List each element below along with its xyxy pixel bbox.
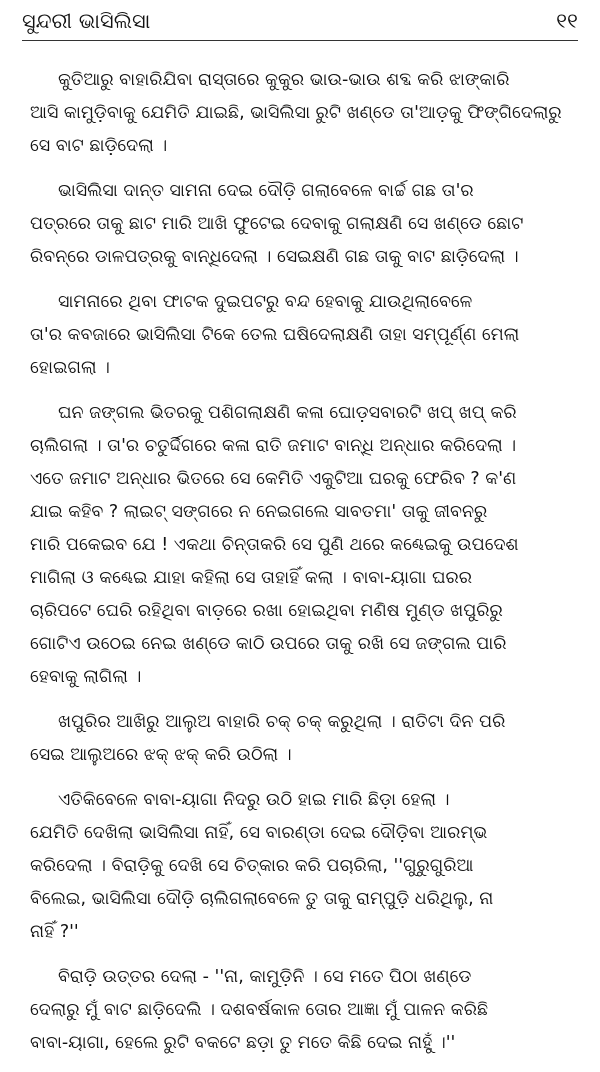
- text-line: ଗୋଟିଏ ଉଠେଇ ନେଇ ଖଣ୍ଡେ କାଠି ଉପରେ ତାକୁ ରଖି ସେ ଜଙ୍ଗଲ ପାରି: [30, 634, 507, 654]
- text-line: କରିଦେଲା । ବିରାଡ଼ିକୁ ଦେଖି ସେ ଚିତ୍କାର କରି ପଚାରିଲା, ''ଗୁରୁଗୁରିଆ: [30, 856, 474, 876]
- text-line: ଏତେ ଜମାଟ ଅନ୍ଧାର ଭିତରେ ସେ କେମିତି ଏକୁଟିଆ ଘରକୁ ଫେରିବ ? କ'ଣ: [30, 469, 517, 489]
- text-line: ଚାରିପଟେ ଘେରି ରହିଥିବା ବାଡ଼ରେ ରଖା ହୋଇଥିବା ମଣିଷ ମୁଣ୍ଡ ଖପୁରିରୁ: [30, 601, 503, 621]
- text-line: ଦେଲାରୁ ମୁଁ ବାଟ ଛାଡ଼ିଦେଲି । ଦଶବର୍ଷକାଳ ତୋର ଆଜ୍ଞା ମୁଁ ପାଳନ କରିଛି: [30, 1000, 489, 1020]
- running-title: ସୁନ୍ଦରୀ ଭାସିଲିସା: [22, 9, 151, 33]
- text-line: ମାରି ପକେଇବ ଯେ ! ଏକଥା ଚିନ୍ତାକରି ସେ ପୁଣି ଥରେ କଣ୍ଢେଇକୁ ଉପଦେଶ: [30, 535, 519, 555]
- text-line: ବାବା-ୟାଗା, ହେଲେ ରୁଟି ବକଟେ ଛଡ଼ା ତୁ ମତେ କିଛି ଦେଇ ନାହୁଁ ।'': [30, 1033, 456, 1053]
- text-line: ପତ୍ରରେ ତାକୁ ଛାଟ ମାରି ଆଖି ଫୁଟେଇ ଦେବାକୁ ଗଲାକ୍ଷଣି ସେ ଖଣ୍ଡେ ଛୋଟ: [30, 214, 524, 234]
- header-rule: [22, 40, 578, 41]
- paragraph: [30, 64, 576, 163]
- text-line: ହେବାକୁ ଲାଗିଲା ।: [30, 667, 142, 687]
- text-line: ଘନ ଜଙ୍ଗଲ ଭିତରକୁ ପଶିଗଲାକ୍ଷଣି କଳା ଘୋଡ଼ସବାରଟି ଖପ୍ ଖପ୍ କରି: [58, 403, 517, 423]
- paragraph: [30, 286, 576, 385]
- text-line: ସେ ବାଟ ଛାଡ଼ିଦେଲା ।: [30, 136, 168, 156]
- text-line: ରିବନ୍‌ରେ ଡାଳପତ୍ରକୁ ବାନ୍ଧିଦେଲା । ସେଇକ୍ଷଣି ଗଛ ତାକୁ ବାଟ ଛାଡ଼ିଦେଲା ।: [30, 247, 519, 267]
- text-line: ମାଗିଲା ଓ କଣ୍ଢେଇ ଯାହା କହିଲା ସେ ତାହାହିଁ କଲା । ବାବା-ୟାଗା ଘରର: [30, 568, 473, 588]
- text-line: ଭାସିଲିସା ଦାନ୍ତ ସାମନା ଦେଇ ଦୌଡ଼ି ଗଲାବେଳେ ବାର୍ଚ୍ଚ ଗଛ ତା'ର: [58, 181, 474, 201]
- text-line: ନାହିଁ ?'': [30, 922, 79, 942]
- text-line: ବିଲେଇ, ଭାସିଲିସା ଦୌଡ଼ି ଚାଲିଗଲାବେଳେ ତୁ ତାକୁ ରାମ୍ପୁଡ଼ି ଧରିଥିଲୁ, ନା: [30, 889, 494, 909]
- paragraph: [30, 784, 576, 949]
- page-header: [22, 6, 578, 36]
- text-line: ସାମନାରେ ଥିବା ଫାଟକ ଦୁଇପଟରୁ ବନ୍ଦ ହେବାକୁ ଯାଉଥିଲାବେଳେ: [58, 292, 473, 312]
- text-line: ଚାଲିଗଲା । ତା'ର ଚତୁର୍ଦ୍ଦିଗରେ କଳା ରାତି ଜମାଟ ବାନ୍ଧି ଅନ୍ଧାର କରିଦେଲା ।: [30, 436, 517, 456]
- text-line: ତା'ର କବଜାରେ ଭାସିଲିସା ଟିକେ ତେଲ ଘଷିଦେଲାକ୍ଷଣି ତାହା ସମ୍ପୂର୍ଣ୍ଣ ମେଲା: [30, 325, 520, 345]
- paragraph: [30, 175, 576, 274]
- text-line: ସେଇ ଆଲୁଅରେ ଝକ୍ ଝକ୍ କରି ଉଠିଲା ।: [30, 745, 292, 765]
- text-line: ଯେମିତି ଦେଖିଲା ଭାସିଲିସା ନାହିଁ, ସେ ବାରଣ୍ଡା ଦେଇ ଦୌଡ଼ିବା ଆରମ୍ଭ: [30, 823, 488, 843]
- text-line: ବିରାଡ଼ି ଉତ୍ତର ଦେଲା - ''ନା, କାମୁଡ଼ିନି । ସେ ମତେ ପିଠା ଖଣ୍ଡେ: [58, 967, 472, 987]
- paragraph: [30, 397, 576, 694]
- page-number: ୧୧: [556, 9, 578, 33]
- text-line: ହୋଇଗଲା ।: [30, 358, 110, 378]
- text-line: କୁତିଆରୁ ବାହାରିଯିବା ରାସ୍ତାରେ କୁକୁର ଭାଉ-ଭାଉ ଶବ୍ଦ କରି ଝାଙ୍କାରି: [58, 70, 510, 90]
- text-line: ଯାଇ କହିବ ? ଲାଇଟ୍ ସଙ୍ଗରେ ନ ନେଇଗଲେ ସାବତମା' ତାକୁ ଜୀବନରୁ: [30, 502, 488, 522]
- text-line: ଆସି କାମୁଡ଼ିବାକୁ ଯେମିତି ଯାଇଛି, ଭାସିଲିସା ରୁଟି ଖଣ୍ଡେ ତା'ଆଡ଼କୁ ଫିଙ୍ଗିଦେଲାରୁ: [30, 103, 562, 123]
- paragraph: [30, 706, 576, 772]
- text-line: ଖପୁରିର ଆଖିରୁ ଆଲୁଅ ବାହାରି ଚକ୍ ଚକ୍ କରୁଥିଲା । ରାତିଟା ଦିନ ପରି: [58, 712, 506, 732]
- body-text: [30, 64, 576, 1072]
- text-line: ଏତିକିବେଳେ ବାବା-ୟାଗା ନିଦରୁ ଉଠି ହାଇ ମାରି ଛିଡ଼ା ହେଲା ।: [58, 790, 450, 810]
